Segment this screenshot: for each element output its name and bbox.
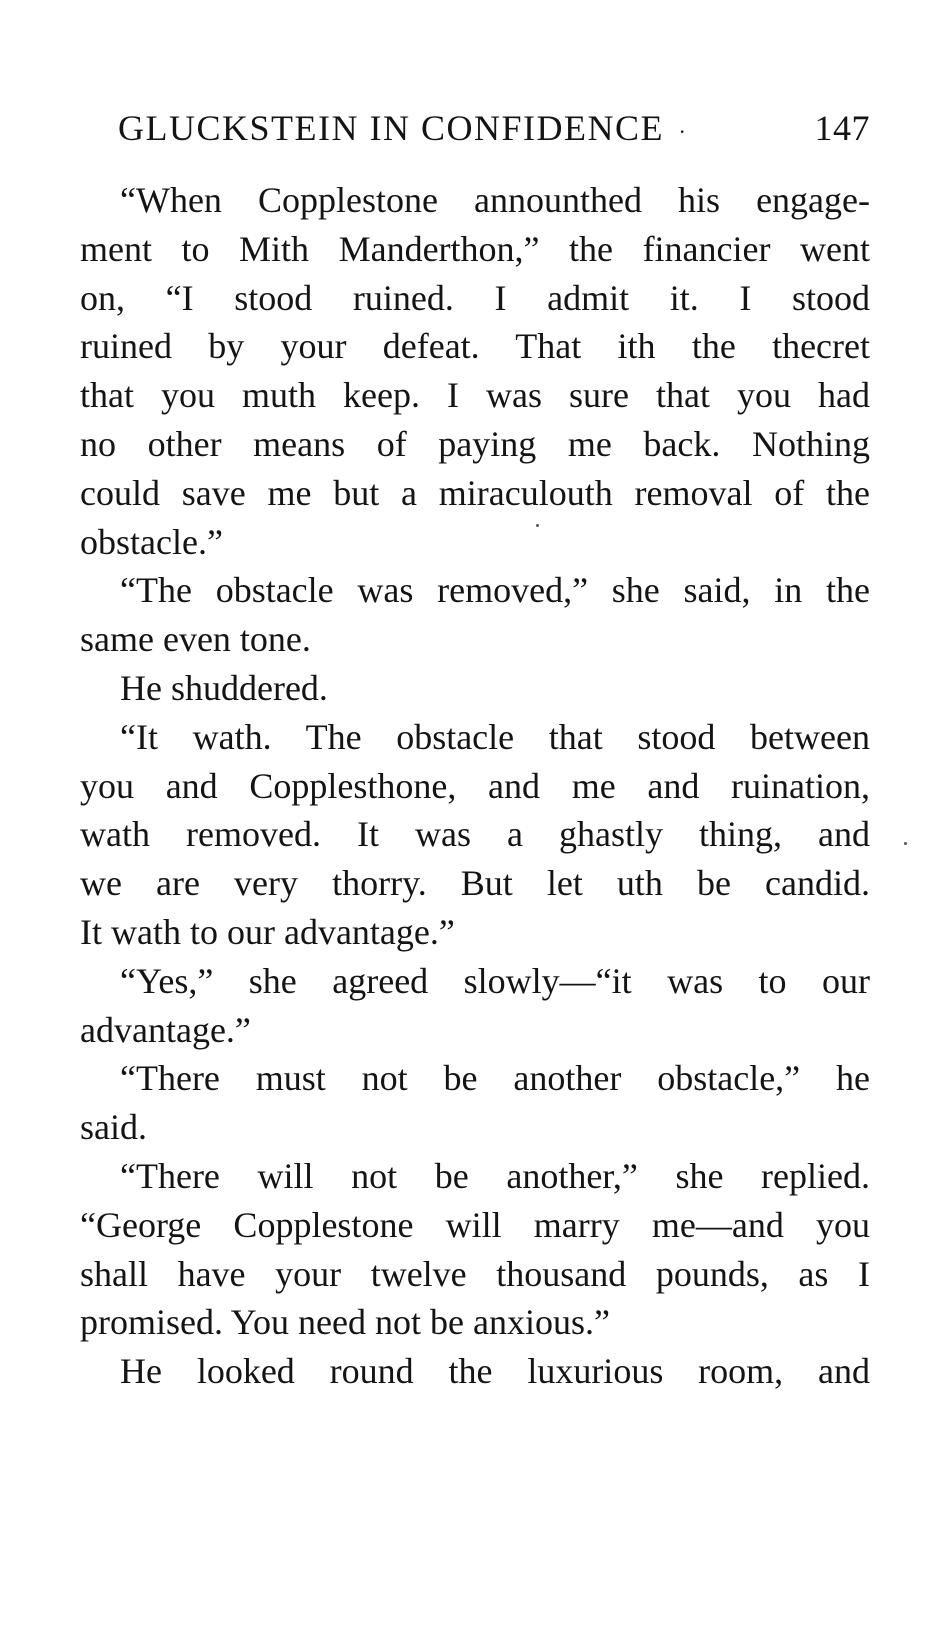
text-line: advantage.” (80, 1009, 251, 1050)
text-line: shall have your twelve thousand pounds, as I (80, 1253, 870, 1294)
text-line: “There will not be another,” she replied. (120, 1155, 870, 1196)
header-separator: · (678, 118, 688, 144)
text-line: “There must not be another obstacle,” he (120, 1058, 870, 1099)
text-line: “It wath. The obstacle that stood between (120, 716, 870, 757)
text-line: “George Copplestone will marry me—and you (80, 1204, 870, 1245)
text-line: no other means of paying me back. Nothing (80, 423, 870, 464)
text-line: said. (80, 1107, 147, 1148)
running-title (118, 98, 687, 162)
text-line: “The obstacle was removed,” she said, in the (120, 570, 870, 611)
text-line: ment to Mith Manderthon,” the financier went (80, 228, 870, 269)
text-line: promised. You need not be anxious.” (80, 1302, 610, 1343)
text-line: same even tone. (80, 619, 311, 660)
text-line: He shuddered. (120, 667, 328, 708)
page-number: 147 (814, 108, 870, 148)
running-head (118, 98, 870, 158)
text-line: ruined by your defeat. That ith the thecret (80, 326, 870, 367)
text-line: wath removed. It was a ghastly thing, and (80, 814, 870, 855)
text-line: you and Copplesthone, and me and ruination, (80, 765, 870, 806)
text-line: could save me but a miraculouth removal of the (80, 472, 870, 513)
print-speck (536, 524, 539, 527)
print-speck (904, 842, 907, 845)
text-line: that you muth keep. I was sure that you had (80, 375, 870, 416)
text-line: on, “I stood ruined. I admit it. I stood (80, 277, 870, 318)
text-line: “Yes,” she agreed slowly—“it was to our (120, 960, 870, 1001)
text-line: we are very thorry. But let uth be candid. (80, 863, 870, 904)
text-line: obstacle.” (80, 521, 223, 562)
running-title-text: GLUCKSTEIN IN CONFIDENCE (118, 108, 664, 148)
text-line: “When Copplestone announthed his engage- (120, 180, 870, 220)
text-line: It wath to our advantage.” (80, 911, 455, 952)
body-text (80, 176, 870, 1396)
text-line: He looked round the luxurious room, and (120, 1351, 870, 1392)
